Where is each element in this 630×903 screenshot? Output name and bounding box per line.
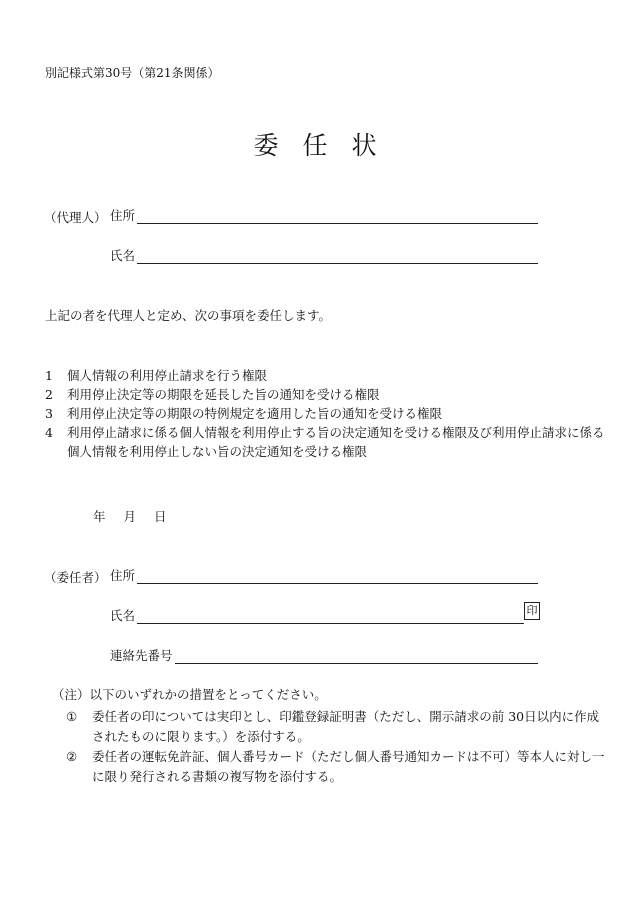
principal-name-label: 氏名: [110, 608, 136, 623]
date-day-label: 日: [154, 509, 167, 524]
date-month-label: 月: [123, 509, 137, 524]
document-title: 委任状: [253, 131, 401, 160]
agent-name-line[interactable]: [137, 249, 538, 264]
delegated-items-list: [45, 366, 605, 461]
principal-name-field[interactable]: [110, 606, 524, 624]
principal-address-field[interactable]: [110, 566, 538, 584]
agent-address-label: 住所: [110, 208, 136, 223]
note-marker: ①: [66, 709, 78, 724]
agent-address-line[interactable]: [137, 209, 538, 224]
principal-contact-field[interactable]: [110, 646, 538, 664]
note-text: 委任者の印については実印とし、印鑑登録証明書（ただし、開示請求の前 30日以内に作成されたものに限ります。）を添付する。: [92, 709, 600, 744]
agent-address-field[interactable]: [110, 206, 538, 224]
seal-box: 印: [524, 602, 540, 620]
note-text: 委任者の運転免許証、個人番号カード（ただし個人番号通知カードは不可）等本人に対し一に限り発行される書類の複写物を添付する。: [92, 749, 605, 784]
item-text: 個人情報の利用停止請求を行う権限: [67, 368, 268, 383]
principal-role-label: （委任者）: [44, 570, 107, 585]
agent-name-field[interactable]: [110, 246, 538, 264]
item-text: 利用停止請求に係る個人情報を利用停止する旨の決定通知を受ける権限及び利用停止請求に係る個人情報を利用停止しない旨の決定通知を受ける権限: [67, 425, 605, 459]
list-item: [45, 404, 605, 423]
note-item: [66, 707, 606, 747]
item-number: 3: [45, 406, 53, 421]
list-item: [45, 366, 605, 385]
principal-address-label: 住所: [110, 568, 136, 583]
date-line[interactable]: [93, 507, 181, 525]
list-item: [45, 385, 605, 404]
agent-name-label: 氏名: [110, 248, 136, 263]
note-item: [66, 747, 606, 787]
item-number: 4: [45, 425, 53, 440]
date-year-label: 年: [93, 509, 106, 524]
item-text: 利用停止決定等の期限を延長した旨の通知を受ける権限: [67, 387, 380, 402]
item-text: 利用停止決定等の期限の特例規定を適用した旨の通知を受ける権限: [67, 406, 443, 421]
item-number: 1: [45, 368, 53, 383]
item-number: 2: [45, 387, 53, 402]
intro-text: 上記の者を代理人と定め、次の事項を委任します。: [45, 308, 332, 323]
note-marker: ②: [66, 749, 78, 764]
agent-role-label: （代理人）: [44, 210, 107, 225]
principal-contact-label: 連絡先番号: [110, 648, 173, 663]
note-heading: （注）以下のいずれかの措置をとってください。: [52, 687, 327, 702]
form-number: 別記様式第30号（第21条関係）: [45, 66, 220, 80]
list-item: [45, 423, 605, 461]
principal-contact-line[interactable]: [175, 649, 538, 664]
principal-name-line[interactable]: [137, 609, 524, 624]
notes-list: [66, 707, 606, 787]
principal-address-line[interactable]: [137, 569, 538, 584]
